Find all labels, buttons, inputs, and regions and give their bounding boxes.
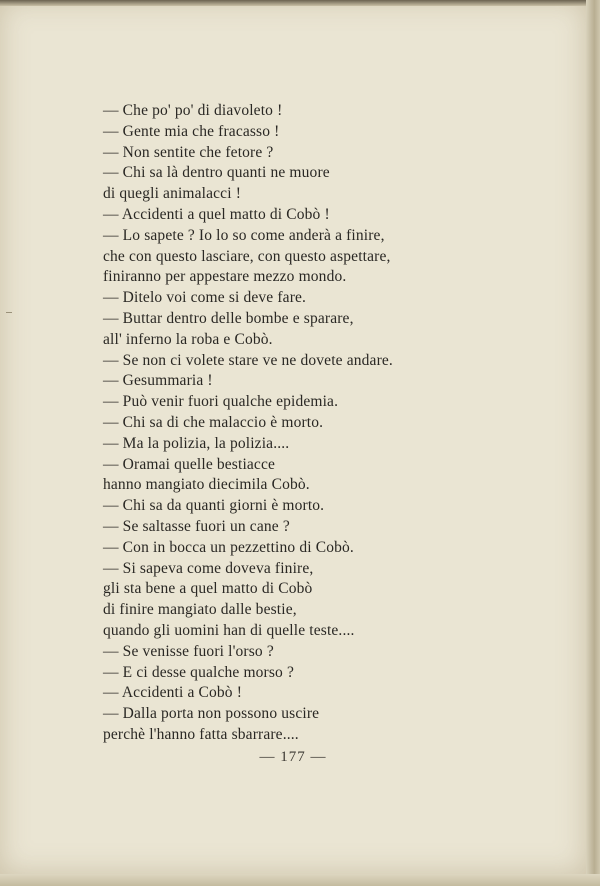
text-line: — Se saltasse fuori un cane ? [103,517,290,535]
poem-text [103,101,463,746]
text-line: — Se non ci volete stare ve ne dovete andare. [103,351,393,369]
text-line: — Gesummaria ! [103,372,213,390]
text-line: — Può venir fuori qualche epidemia. [103,393,339,411]
text-line: di quegli animalacci ! [103,185,242,203]
text-line: — Se venisse fuori l'orso ? [103,642,274,660]
text-line: quando gli uomini han di quelle teste.... [103,621,355,639]
page-number: — 177 — [259,749,327,765]
text-line: — E ci desse qualche morso ? [103,663,295,681]
text-line: — Accidenti a Cobò ! [103,684,243,702]
text-line: — Si sapeva come doveva finire, [103,559,314,577]
text-line: che con questo lasciare, con questo aspettare, [103,247,391,265]
page-top-edge [0,0,600,6]
gutter-mark [6,312,12,313]
text-line: finiranno per appestare mezzo mondo. [103,268,347,286]
text-line: all' inferno la roba e Cobò. [103,330,273,348]
page-bottom-edge [0,874,600,886]
text-line: — Lo sapete ? Io lo so come anderà a finire, [103,226,385,244]
text-line: gli sta bene a quel matto di Cobò [103,580,313,598]
text-line: — Ma la polizia, la polizia.... [103,434,290,452]
text-line: — Chi sa di che malaccio è morto. [103,413,324,431]
text-line: — Dalla porta non possono uscire [103,705,320,723]
text-line: — Ditelo voi come si deve fare. [103,289,307,307]
text-line: — Gente mia che fracasso ! [103,122,280,140]
text-line: — Oramai quelle bestiacce [103,455,276,473]
text-line: perchè l'hanno fatta sbarrare.... [103,725,299,743]
text-line: hanno mangiato diecimila Cobò. [103,476,310,494]
text-line: di finire mangiato dalle bestie, [103,601,297,619]
page-right-edge [586,0,600,886]
text-line: — Chi sa da quanti giorni è morto. [103,497,325,515]
text-line: — Con in bocca un pezzettino di Cobò. [103,538,354,556]
text-line: — Non sentite che fetore ? [103,143,274,161]
text-line: — Che po' po' di diavoleto ! [103,102,283,119]
text-line: — Chi sa là dentro quanti ne muore [103,164,330,182]
text-line: — Accidenti a quel matto di Cobò ! [103,205,330,223]
text-line: — Buttar dentro delle bombe e sparare, [103,309,354,327]
